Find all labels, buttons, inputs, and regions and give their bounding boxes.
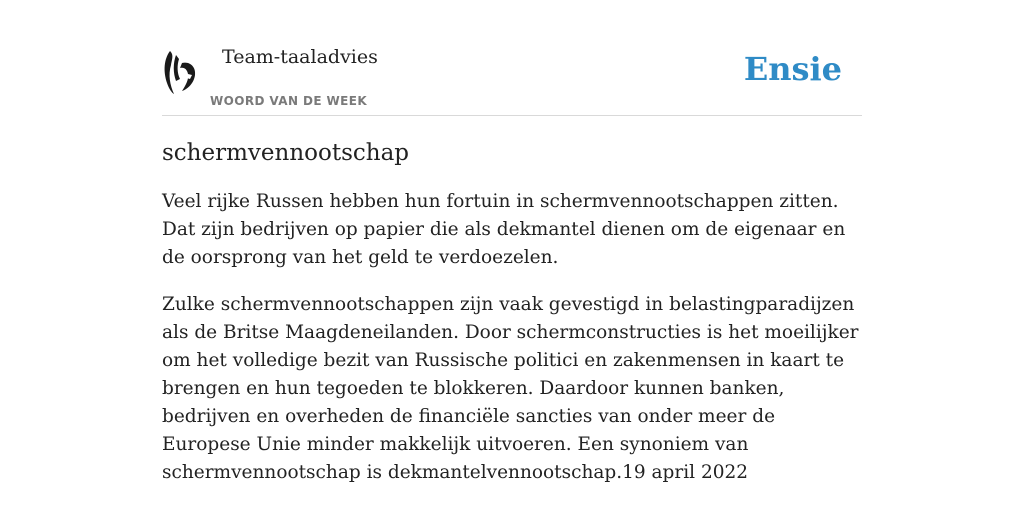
page-title: schermvennootschap bbox=[162, 140, 410, 166]
section-label: WOORD VAN DE WEEK bbox=[210, 94, 368, 108]
brand-logo[interactable]: Ensie bbox=[743, 50, 842, 88]
lion-logo-icon bbox=[162, 49, 198, 95]
paragraph: Veel rijke Russen hebben hun fortuin in schermvennootschappen zitten. Dat zijn bedrijven op papier die als dekmantel dienen om de eigenaar en de oorsprong van het geld te verdoezelen. bbox=[162, 191, 846, 268]
article-header bbox=[162, 40, 862, 116]
article-card bbox=[162, 40, 862, 506]
author-name[interactable]: Team-taaladvies bbox=[222, 46, 378, 68]
paragraph: Zulke schermvennootschappen zijn vaak gevestigd in belastingparadijzen als de Britse Maagdeneilanden. Door schermconstructies is het moeilijker om het volledige bezit van Russische politici en zakenmensen in kaart te brengen en hun tegoeden te blokkeren. Daardoor kunnen banken, bedrijven en overheden de financiële sancties van onder meer de Europese Unie minder makkelijk uitvoeren. Een synoniem van schermvennootschap is dekmantelvennootschap.19 april 2022 bbox=[162, 294, 859, 483]
